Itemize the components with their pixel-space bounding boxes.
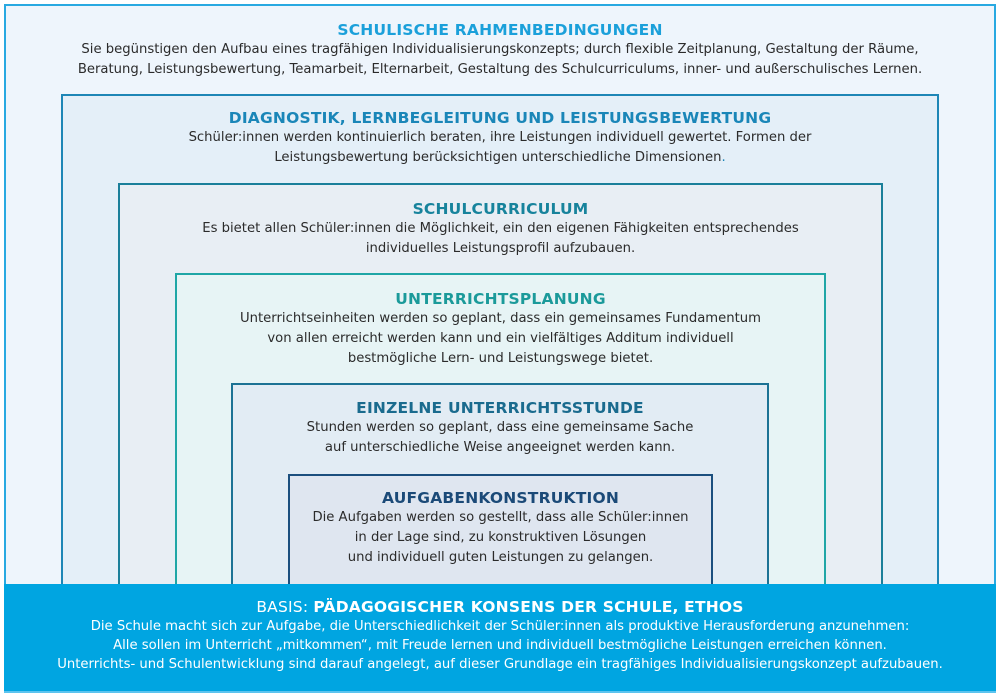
description-line: und individuell guten Leistungen zu gelangen. bbox=[347, 550, 654, 565]
description-line: Stunden werden so geplant, dass eine gemeinsame Sache bbox=[306, 420, 694, 435]
basis-description bbox=[4, 617, 996, 674]
description-line: Die Aufgaben werden so gestellt, dass alle Schüler:innen bbox=[312, 510, 689, 525]
description-line: auf unterschiedliche Weise angeeignet werden kann. bbox=[324, 440, 676, 455]
level-description bbox=[233, 418, 767, 458]
description-line: in der Lage sind, zu konstruktiven Lösungen bbox=[354, 530, 647, 545]
description-line: Beratung, Leistungsbewertung, Teamarbeit, Elternarbeit, Gestaltung des Schulcurriculums, inner- und außerschulisches Lernen. bbox=[77, 62, 923, 77]
level-title: EINZELNE UNTERRICHTSSTUNDE bbox=[356, 399, 644, 417]
level-title: DIAGNOSTIK, LERNBEGLEITUNG UND LEISTUNGSBEWERTUNG bbox=[228, 109, 772, 127]
level-title: AUFGABENKONSTRUKTION bbox=[381, 489, 619, 507]
description-line: Sie begünstigen den Aufbau eines tragfähigen Individualisierungskonzepts; durch flexible Zeitplanung, Gestaltung der Räume, bbox=[81, 42, 919, 57]
level-description bbox=[120, 219, 881, 259]
trailing-period: . bbox=[721, 150, 726, 165]
level-description bbox=[177, 309, 824, 369]
description-line: bestmögliche Lern- und Leistungswege bietet. bbox=[347, 351, 654, 366]
basis-heading: PÄDAGOGISCHER KONSENS DER SCHULE, ETHOS bbox=[313, 598, 744, 616]
basis-band bbox=[4, 584, 996, 693]
basis-prefix: BASIS: bbox=[256, 598, 314, 616]
level-description bbox=[290, 508, 711, 568]
basis-line: Die Schule macht sich zur Aufgabe, die Unterschiedlichkeit der Schüler:innen als produktive Herausforderung anzunehmen: bbox=[90, 619, 910, 634]
basis-line: Alle sollen im Unterricht „mitkommen“, mit Freude lernen und individuell bestmögliche Leistungen erreichen können. bbox=[113, 638, 887, 653]
level-title: SCHULCURRICULUM bbox=[412, 200, 589, 218]
level-title: SCHULISCHE RAHMENBEDINGUNGEN bbox=[337, 21, 663, 39]
basis-line: Unterrichts- und Schulentwicklung sind darauf angelegt, auf dieser Grundlage ein tragfähiges Individualisierungskonzept aufzubauen. bbox=[57, 657, 943, 672]
description-line: von allen erreicht werden kann und ein vielfältiges Additum individuell bbox=[267, 331, 734, 346]
level-description bbox=[63, 128, 937, 168]
level-description bbox=[6, 40, 994, 80]
description-text: Leistungsbewertung berücksichtigen unterschiedliche Dimensionen bbox=[274, 150, 722, 165]
description-line bbox=[63, 148, 937, 168]
description-line: individuelles Leistungsprofil aufzubauen. bbox=[365, 241, 636, 256]
level-title: UNTERRICHTSPLANUNG bbox=[395, 290, 606, 308]
basis-title bbox=[4, 597, 996, 617]
description-line: Unterrichtseinheiten werden so geplant, dass ein gemeinsames Fundamentum bbox=[240, 311, 761, 326]
description-line: Schüler:innen werden kontinuierlich beraten, ihre Leistungen individuell gewertet. Formen der bbox=[188, 130, 812, 145]
description-line: Es bietet allen Schüler:innen die Möglichkeit, ein den eigenen Fähigkeiten entsprechendes bbox=[202, 221, 799, 236]
